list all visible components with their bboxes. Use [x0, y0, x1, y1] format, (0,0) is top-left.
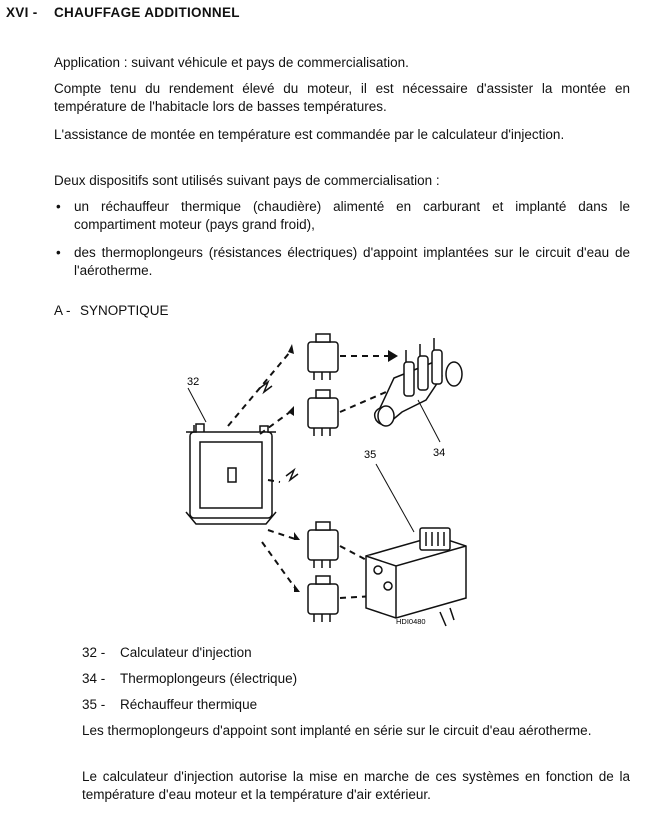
diagram-reference: HDI0480 — [396, 617, 426, 626]
legend-text: Thermoplongeurs (électrique) — [120, 671, 298, 686]
legend-number: 35 - — [82, 697, 106, 712]
paragraph-footer-1: Les thermoplongeurs d'appoint sont implanté en série sur le circuit d'eau aérotherme. — [82, 723, 592, 738]
paragraph-footer-2: Le calculateur d'injection autorise la mise en marche de ces systèmes en fonction de la température d'eau moteur et la température d'air extérieur. — [82, 769, 630, 802]
legend-text: Réchauffeur thermique — [120, 697, 258, 712]
paragraph-rendement: Compte tenu du rendement élevé du moteur, il est nécessaire d'assister la montée en température de l'habitacle lors de basses températures. — [54, 81, 630, 114]
section-header — [6, 5, 240, 20]
label-35: 35 — [364, 449, 377, 461]
legend-number: 34 - — [82, 671, 106, 686]
subsection-heading — [54, 303, 169, 318]
bullet-item-thermoplongeurs — [54, 244, 630, 280]
bullet-text: un réchauffeur thermique (chaudière) alimenté en carburant et implanté dans le compartiment moteur (pays grand froid), — [74, 199, 630, 232]
bullet-text: des thermoplongeurs (résistances électriques) d'appoint implantées sur le circuit d'eau de l'aérotherme. — [74, 245, 630, 278]
bullet-dot: • — [56, 245, 61, 260]
bullet-item-rechauffeur — [54, 198, 630, 234]
synoptique-diagram — [150, 330, 470, 630]
section-title: CHAUFFAGE ADDITIONNEL — [54, 5, 240, 20]
section-number: XVI - — [6, 5, 38, 20]
legend-text: Calculateur d'injection — [120, 645, 252, 660]
subsection-title: SYNOPTIQUE — [80, 303, 169, 318]
subsection-letter: A - — [54, 303, 71, 318]
legend-item-34 — [82, 671, 297, 686]
calculateur-injection-drawing — [186, 424, 276, 524]
bullet-dot: • — [56, 199, 61, 214]
relays — [308, 334, 338, 614]
legend-number: 32 - — [82, 645, 106, 660]
rechauffeur-thermique-drawing — [366, 528, 466, 626]
paragraph-dispositifs: Deux dispositifs sont utilisés suivant pays de commercialisation : — [54, 173, 440, 188]
legend-item-32 — [82, 645, 252, 660]
paragraph-assistance: L'assistance de montée en température est commandée par le calculateur d'injection. — [54, 127, 565, 142]
label-32: 32 — [187, 376, 200, 388]
thermoplongeurs-drawing — [375, 338, 462, 426]
legend-item-35 — [82, 697, 257, 712]
label-34: 34 — [433, 447, 446, 459]
paragraph-application: Application : suivant véhicule et pays de commercialisation. — [54, 55, 409, 70]
